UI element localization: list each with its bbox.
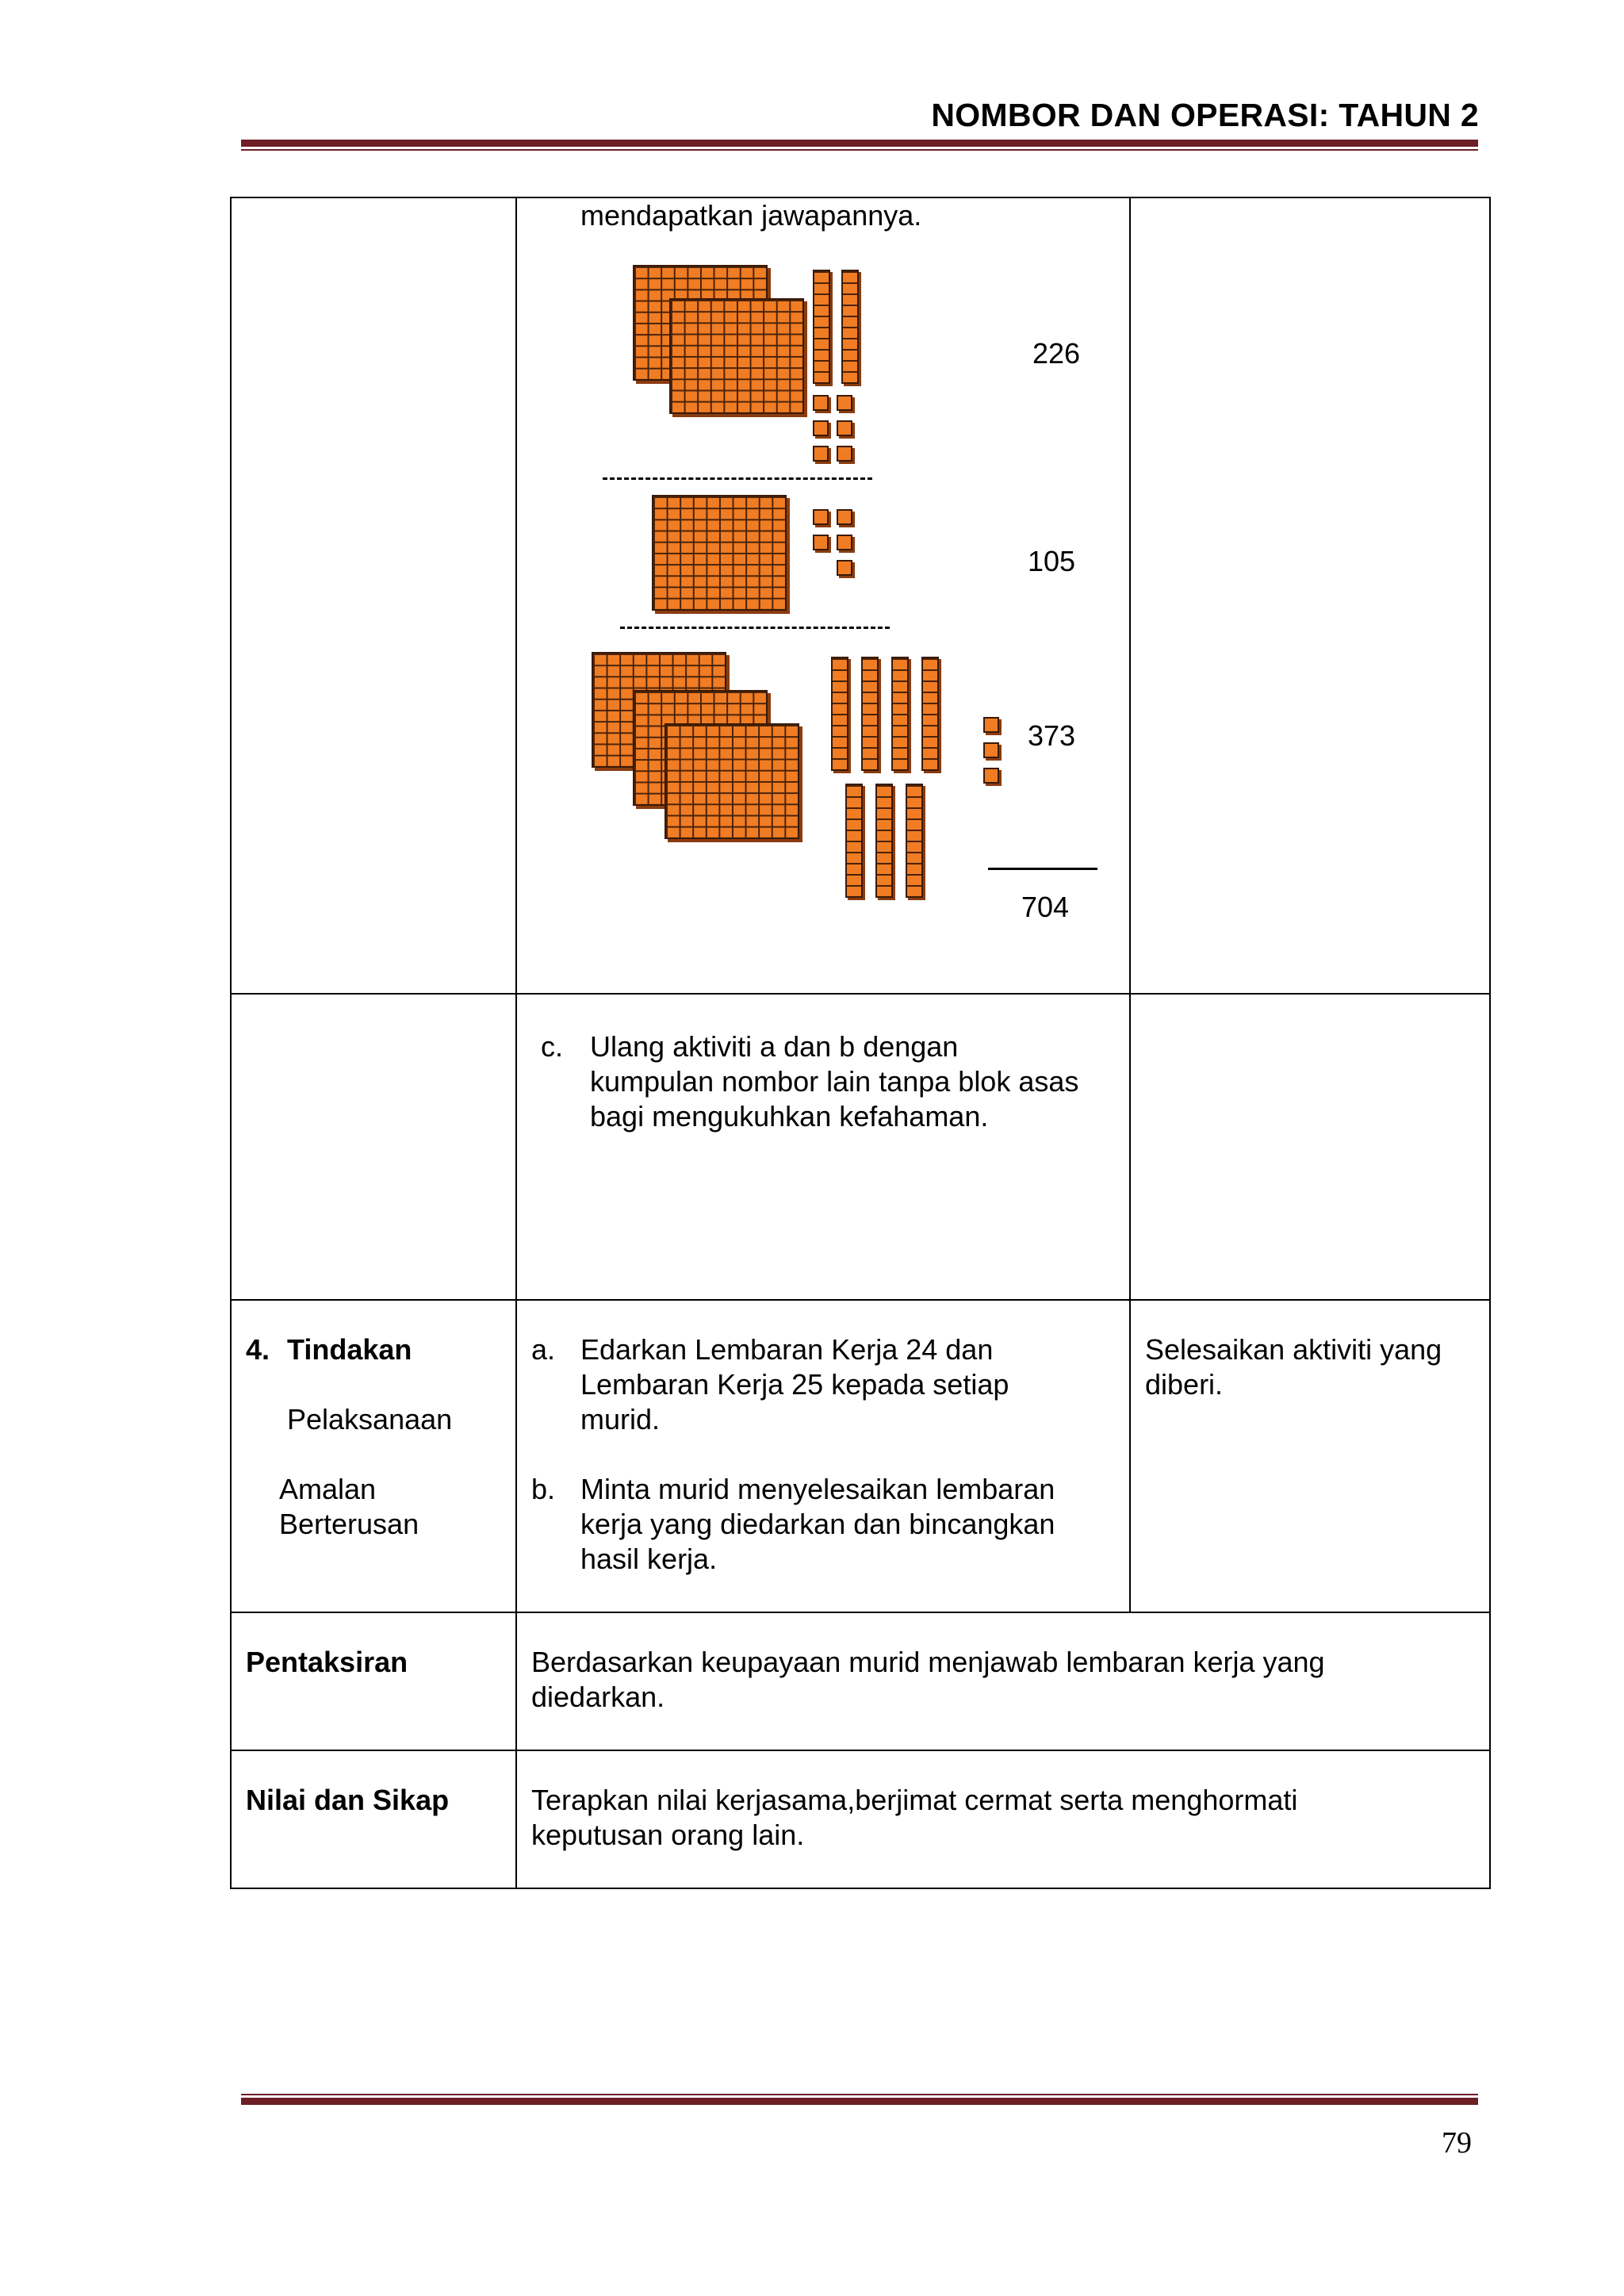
pupil-activity-cell-empty xyxy=(1130,994,1490,1300)
hundred-block xyxy=(652,495,787,611)
text-line: Edarkan Lembaran Kerja 24 dan xyxy=(580,1333,994,1366)
list-marker: c. xyxy=(541,1030,564,1063)
one-cube xyxy=(813,509,829,525)
stage-sub-1: Pelaksanaan xyxy=(287,1403,453,1435)
one-cube xyxy=(813,535,829,550)
text-line: Minta murid menyelesaikan lembaran xyxy=(580,1473,1055,1505)
hundred-block xyxy=(665,723,799,839)
text-line: kerja yang diedarkan dan bincangkan xyxy=(580,1508,1055,1540)
stage-title: Tindakan xyxy=(287,1333,412,1366)
one-cube xyxy=(983,717,999,733)
nilai-row xyxy=(231,1750,1490,1888)
one-cube xyxy=(837,446,852,462)
one-cube xyxy=(813,420,829,436)
pentaksiran-content-cell xyxy=(516,1612,1490,1750)
text-line: Ulang aktiviti a dan b dengan xyxy=(590,1030,959,1063)
list-marker: a. xyxy=(531,1333,556,1366)
text-line: diedarkan. xyxy=(531,1681,665,1713)
one-cube xyxy=(813,446,829,462)
nilai-content-cell xyxy=(516,1750,1490,1888)
one-cube xyxy=(837,395,852,411)
text-line: kumpulan nombor lain tanpa blok asas xyxy=(590,1065,1079,1098)
text-line: Lembaran Kerja 25 kepada setiap xyxy=(580,1368,1009,1401)
list-item xyxy=(541,1029,1115,1134)
stage-sub-2-line-1: Amalan xyxy=(279,1473,377,1505)
activity-c-row xyxy=(231,994,1490,1300)
page-number: 79 xyxy=(1442,2126,1472,2160)
addend-number-1: 226 xyxy=(1032,337,1081,370)
addend-number-3: 373 xyxy=(1028,719,1076,752)
pupil-activity-cell-empty xyxy=(1130,197,1490,994)
lesson-table xyxy=(230,197,1491,1889)
stage-heading xyxy=(246,1332,501,1367)
ten-rod xyxy=(921,657,939,771)
teacher-activity-cell xyxy=(516,1300,1130,1612)
sum-number: 704 xyxy=(1021,891,1070,923)
page-header-title: NOMBOR DAN OPERASI: TAHUN 2 xyxy=(931,97,1479,133)
nilai-label: Nilai dan Sikap xyxy=(246,1784,450,1816)
stage-cell xyxy=(231,1300,516,1612)
one-cube xyxy=(837,535,852,550)
text-line: Selesaikan aktiviti yang xyxy=(1145,1333,1442,1366)
one-cube xyxy=(837,509,852,525)
footer-rule xyxy=(241,2094,1478,2105)
one-cube xyxy=(813,395,829,411)
one-cube xyxy=(983,742,999,758)
nilai-label-cell xyxy=(231,1750,516,1888)
ten-rod xyxy=(831,657,848,771)
one-cube xyxy=(837,420,852,436)
text-line: Berdasarkan keupayaan murid menjawab lembaran kerja yang xyxy=(531,1646,1325,1678)
pentaksiran-label-cell xyxy=(231,1612,516,1750)
pupil-activity-cell xyxy=(1130,1300,1490,1612)
one-cube xyxy=(983,768,999,784)
text-line: Terapkan nilai kerjasama,berjimat cermat serta menghormati xyxy=(531,1784,1298,1816)
list-item xyxy=(531,1472,1115,1577)
text-line: diberi. xyxy=(1145,1368,1224,1401)
stage-cell-empty xyxy=(231,197,516,994)
text-line: hasil kerja. xyxy=(580,1543,718,1575)
ten-rod xyxy=(906,784,923,898)
one-cube xyxy=(837,560,852,576)
header-rule xyxy=(241,140,1478,151)
diagram-intro-text: mendapatkan jawapannya. xyxy=(580,199,922,232)
pentaksiran-row xyxy=(231,1612,1490,1750)
ten-rod xyxy=(845,784,863,898)
diagram-row xyxy=(231,197,1490,994)
dashed-separator xyxy=(620,627,890,629)
ten-rod xyxy=(813,270,830,384)
ten-rod xyxy=(891,657,909,771)
activity-c-cell xyxy=(516,994,1130,1300)
list-item xyxy=(531,1332,1115,1437)
text-line: bagi mengukuhkan kefahaman. xyxy=(590,1100,989,1133)
text-line: keputusan orang lain. xyxy=(531,1819,805,1851)
ten-rod xyxy=(875,784,893,898)
dashed-separator xyxy=(603,477,872,480)
stage-sub-2-line-2: Berterusan xyxy=(279,1508,419,1540)
ten-rod xyxy=(841,270,859,384)
stage-number: 4. xyxy=(246,1333,270,1366)
text-line: murid. xyxy=(580,1403,661,1435)
hundred-block xyxy=(669,298,804,414)
diagram-cell xyxy=(516,197,1130,994)
ten-rod xyxy=(861,657,879,771)
addend-number-2: 105 xyxy=(1028,545,1076,577)
list-marker: b. xyxy=(531,1473,556,1505)
pentaksiran-label: Pentaksiran xyxy=(246,1646,408,1678)
sum-underline xyxy=(988,868,1097,870)
stage-4-row xyxy=(231,1300,1490,1612)
stage-cell-empty xyxy=(231,994,516,1300)
